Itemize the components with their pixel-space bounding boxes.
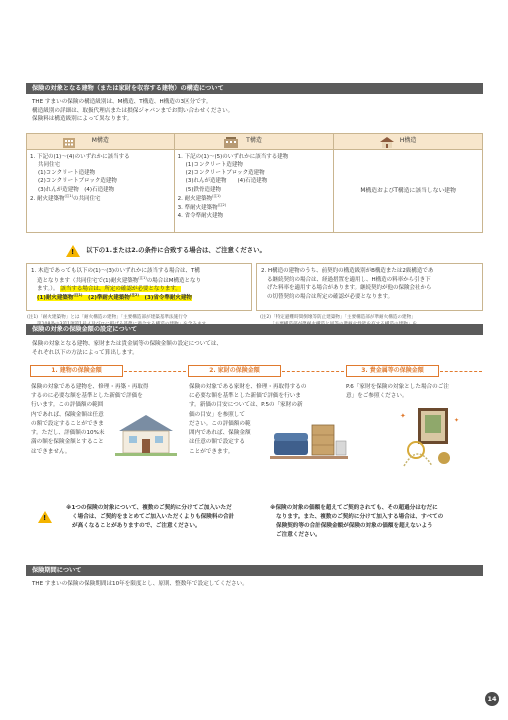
house-illustration [113, 411, 179, 457]
cell-line: 2. 耐火建築物 [177, 195, 213, 202]
footnote-mark: (注1) [73, 293, 83, 298]
cell-line: 3. 準耐火建築物 [177, 204, 218, 211]
text-line: 満の額を保険金額とすること [31, 439, 104, 446]
cell-line: 1. 下記の(1)〜(4)のいずれかに該当する [30, 154, 130, 160]
caution-line: 保険契約等の合計保険金額が保険の対象の価額を超えないよう [276, 522, 433, 529]
header-label: H構造 [399, 137, 417, 145]
cond-line: げた料率を適用する場合があります。継続契約が他の保険会社から [267, 285, 432, 292]
intro-line: 構造級別の詳細は、取扱代理店または損保ジャパンまでお問い合わせください。 [32, 107, 234, 114]
text-line: ださい。この評価額の範 [189, 420, 251, 427]
note-line: (注1)「耐火建築物」とは「耐火構造の建物」「主要構造部が建築基準法施行令 [27, 315, 188, 320]
caution-line: ご注意ください。 [276, 531, 321, 538]
caution-line: く場合は、ご契約をまとめてご加入いただくよりも保険料の合計 [72, 513, 235, 520]
item-label: (2)準耐火建築物 [88, 295, 130, 302]
caution-1 [66, 504, 266, 531]
cond-line: 1. 木造であっても以下の(1)〜(3)のいずれかに該当する場合は、T構 [31, 268, 200, 274]
valuables-amount-heading: 3. 貴金属等の保険金額 [346, 365, 439, 377]
cell-line: 4. 省令準耐火建物 [177, 212, 224, 219]
table-header-m [27, 134, 175, 150]
footnote-mark: (注1) [212, 193, 221, 198]
cell-line: (3)れんが造建物 (4)石造建物 [38, 186, 115, 193]
divider [124, 371, 186, 372]
text-line: に必要な額を基準とした新価で評価を行いま [189, 393, 301, 400]
text-line: 価の目安」を参照して [189, 411, 245, 418]
text-line: するのに必要な額を基準とした新価で評価を [31, 393, 143, 400]
cond-line: 造となります（共同住宅で(1)耐火建築物 [37, 277, 139, 284]
intro-line: それぞれ以下の方法によって算出します。 [32, 349, 138, 356]
caution-icon-1 [38, 511, 58, 523]
cell-line: 2. 耐火建築物 [30, 195, 65, 202]
divider [440, 371, 482, 372]
svg-text:✦: ✦ [454, 417, 460, 424]
period-text: THE すまいの保険の保険期間は10年を限度とし、原則、整数年で設定してください。 [32, 581, 248, 587]
building-amount-heading: 1. 建物の保険金額 [30, 365, 123, 377]
table-header-t [174, 134, 334, 150]
highlighted-note: 該当する場合は、所定の確認が必要となります。 [60, 285, 181, 292]
text-line: す。新価の目安については、P.5の「家財の新 [189, 402, 303, 409]
caution-2 [270, 504, 485, 540]
text-line: す。ただし、評価額の10%未 [31, 430, 105, 437]
cell-line: の共同住宅 [72, 195, 101, 202]
text-line: 内であれば、保険金額は任意 [31, 411, 104, 418]
apartment-icon [61, 136, 77, 148]
divider [282, 371, 344, 372]
caution-line: が高くなることがありますので、ご注意ください。 [72, 522, 201, 529]
intro-line: 保険の対象となる建物、家財または貴金属等の保険金額の設定については、 [32, 341, 223, 347]
cell-line: (3)れんが造建物 (4)石造建物 [185, 178, 268, 185]
footnote-mark: (注1) [138, 275, 147, 280]
building-icon [223, 136, 239, 148]
page-number: 14 [485, 692, 499, 706]
cond-line: 2. H構造の建物のうち、前契約の構造級別がB構造または2級構造であ [261, 268, 434, 274]
t-structure-cell [174, 150, 334, 233]
cell-line: (1)コンクリート造建物 [185, 162, 243, 169]
caution-line: ※保険の対象の価額を超えてご契約されても、その超過分はむだに [270, 505, 438, 511]
condition-2 [261, 267, 483, 301]
text-line: はできません。 [31, 448, 71, 455]
house-icon [379, 136, 395, 148]
caution-line: なります。また、複数のご契約に分けて加入する場合は、すべての [276, 513, 444, 520]
header-label: M構造 [91, 137, 109, 145]
cell-line: (2)コンクリートブロック造建物 [185, 170, 265, 177]
svg-text:✦: ✦ [400, 412, 406, 420]
table-header-h [334, 134, 483, 150]
warning-icon: ! [38, 511, 52, 523]
structure-intro [32, 98, 233, 124]
text-line: 保険の対象である建物を、修理・再築・再取得 [31, 384, 149, 390]
text-line: 行います。この評価額の範囲 [31, 402, 104, 409]
intro-line: 保険料は構造級別によって異なります。 [32, 116, 133, 123]
structure-table [26, 133, 483, 233]
text-line: ことができます。 [189, 448, 234, 455]
warning-icon: ! [66, 245, 80, 257]
note-line: (注2)「特定避難時間倒壊等防止建築物」「主要構造部が準耐火構造の建物」 [260, 315, 416, 320]
text-line: 囲内であれば、保険金額 [189, 430, 251, 437]
structure-warning [66, 245, 266, 257]
header-label: T構造 [246, 137, 262, 145]
item-label: (3)省令準耐火建物 [144, 295, 192, 302]
m-structure-cell [27, 150, 175, 233]
cell-line: 共同住宅 [38, 162, 61, 169]
valuables-illustration [398, 406, 464, 470]
item-label: (1)耐火建築物 [37, 295, 74, 302]
h-structure-cell: M構造およびT構造に該当しない建物 [334, 150, 483, 233]
section-header-structure: 保険の対象となる建物（または家財を収容する建物）の構造について [26, 83, 483, 94]
text-line: 保険の対象である家財を、修理・再取得するの [189, 384, 307, 390]
household-amount-heading: 2. 家財の保険金額 [188, 365, 281, 377]
footnote-mark: (注2) [129, 293, 140, 298]
text-line: P.6「家財を保険の対象とした場合のご注 [346, 384, 449, 390]
cond-line: ます。）。 [37, 285, 59, 292]
highlighted-item [37, 295, 192, 301]
cell-line: (5)鉄骨造建物 [185, 186, 221, 193]
text-line: の額で設定することができま [31, 420, 104, 427]
section-header-insured-amount: 保険の対象の保険金額の設定について [26, 324, 483, 335]
text-line: 意」をご参照ください。 [346, 393, 408, 400]
cond-line: の切替契約の場合は所定の確認が必要となります。 [267, 293, 394, 300]
cell-line: (1)コンクリート造建物 [38, 170, 96, 177]
warning-text: 以下の1.または2.の条件に合致する場合は、ご注意ください。 [86, 246, 266, 255]
text-line: は任意の額で設定する [189, 439, 245, 446]
footnote-mark: (注2) [217, 202, 227, 207]
section-header-period: 保険期間について [26, 565, 483, 576]
amount-intro [32, 340, 222, 357]
cell-line: 1. 下記の(1)〜(5)のいずれかに該当する建物 [177, 154, 289, 160]
furniture-illustration [270, 415, 348, 465]
cell-line: (2)コンクリートブロック造建物 [38, 178, 117, 185]
intro-line: THE すまいの保険の構造級別は、M構造、T構造、H構造の3区分です。 [32, 99, 212, 105]
condition-1 [31, 267, 251, 303]
footnote-mark: (注1) [64, 193, 73, 198]
cond-line: の場合はM構造となり [146, 277, 202, 284]
cond-line: る継続契約の場合は、経過措置を適用し、H構造の料率から引き下 [267, 276, 431, 283]
valuables-amount-text [346, 383, 486, 401]
caution-line: ※1つの保険の対象について、複数のご契約に分けてご加入いただ [66, 505, 232, 511]
